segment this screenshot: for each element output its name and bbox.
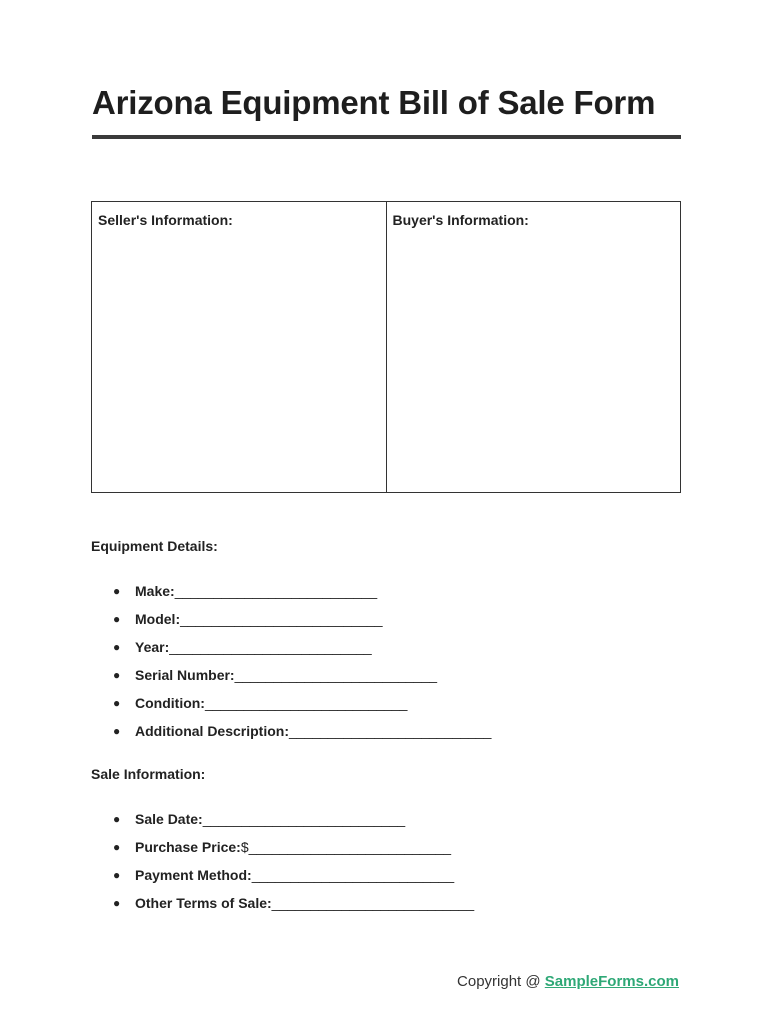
field-label: Condition: <box>135 695 205 711</box>
serial-number-field[interactable]: __________________________ <box>234 667 438 683</box>
list-item <box>113 838 474 866</box>
field-label: Model: <box>135 611 181 627</box>
brand-link[interactable]: SampleForms.com <box>544 973 679 990</box>
bullet-icon: ● <box>113 724 121 738</box>
field-label: Additional Description: <box>135 723 289 739</box>
buyer-info-label: Buyer's Information: <box>392 212 529 228</box>
list-item <box>113 582 491 610</box>
seller-info-label: Seller's Information: <box>98 212 233 228</box>
field-label: Payment Method: <box>135 867 252 883</box>
field-label: Other Terms of Sale: <box>135 895 272 911</box>
bullet-icon: ● <box>113 868 121 882</box>
bullet-icon: ● <box>113 584 121 598</box>
purchase-price-field[interactable]: $__________________________ <box>240 839 452 855</box>
field-label: Make: <box>135 583 175 599</box>
title-divider <box>92 135 681 139</box>
model-field[interactable]: __________________________ <box>180 611 383 627</box>
additional-description-field[interactable]: __________________________ <box>289 723 492 739</box>
buyer-info-cell[interactable] <box>386 202 681 492</box>
field-label: Sale Date: <box>135 811 203 827</box>
copyright-text: Copyright @ <box>457 973 545 990</box>
field-label: Purchase Price: <box>135 839 241 855</box>
sale-date-field[interactable]: __________________________ <box>202 811 406 827</box>
field-label: Serial Number: <box>135 667 235 683</box>
list-item <box>113 666 491 694</box>
bullet-icon: ● <box>113 812 121 826</box>
list-item <box>113 810 474 838</box>
copyright-footer <box>457 973 679 990</box>
bullet-icon: ● <box>113 896 121 910</box>
year-field[interactable]: __________________________ <box>169 639 372 655</box>
make-field[interactable]: __________________________ <box>174 583 378 599</box>
page-title: Arizona Equipment Bill of Sale Form <box>92 84 656 121</box>
condition-field[interactable]: __________________________ <box>204 695 408 711</box>
list-item <box>113 638 491 666</box>
sale-information-heading: Sale Information: <box>91 766 206 782</box>
bullet-icon: ● <box>113 696 121 710</box>
bullet-icon: ● <box>113 612 121 626</box>
bullet-icon: ● <box>113 668 121 682</box>
payment-method-field[interactable]: __________________________ <box>251 867 455 883</box>
equipment-details-list <box>113 582 491 750</box>
list-item <box>113 894 474 922</box>
equipment-details-heading: Equipment Details: <box>91 538 218 554</box>
bullet-icon: ● <box>113 640 121 654</box>
other-terms-field[interactable]: __________________________ <box>271 895 475 911</box>
bullet-icon: ● <box>113 840 121 854</box>
seller-info-cell[interactable] <box>92 202 386 492</box>
field-label: Year: <box>135 639 170 655</box>
list-item <box>113 722 491 750</box>
sale-information-list <box>113 810 474 922</box>
list-item <box>113 866 474 894</box>
list-item <box>113 694 491 722</box>
party-info-table <box>91 201 681 493</box>
list-item <box>113 610 491 638</box>
